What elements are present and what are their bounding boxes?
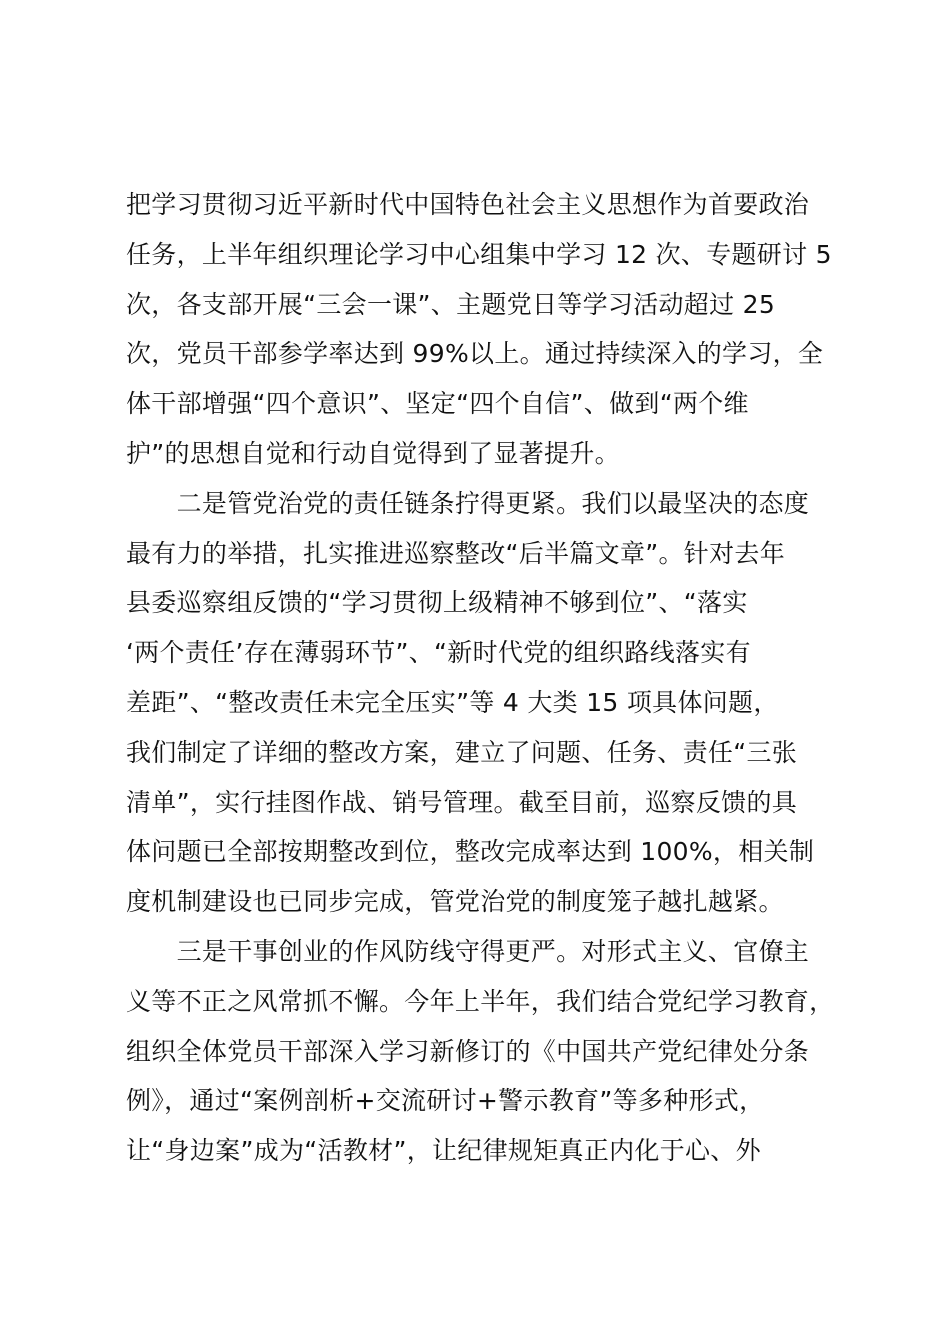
text-line: 义等不正之风常抓不懈。今年上半年，我们结合党纪学习教育， xyxy=(126,986,835,1016)
text-line: 度机制建设也已同步完成，管党治党的制度笼子越扎越紧。 xyxy=(126,887,784,917)
text-line: 让“身边案”成为“活教材”，让纪律规矩真正内化于心、外 xyxy=(126,1136,761,1166)
text-line: 最有力的举措，扎实推进巡察整改“后半篇文章”。针对去年 xyxy=(126,538,786,568)
text-line: 体问题已全部按期整改到位，整改完成率达到 100%，相关制 xyxy=(126,837,815,867)
text-line: 把学习贯彻习近平新时代中国特色社会主义思想作为首要政治 xyxy=(126,190,810,219)
text-line: 次，各支部开展“三会一课”、主题党日等学习活动超过 25 xyxy=(126,289,776,319)
text-line: 县委巡察组反馈的“学习贯彻上级精神不够到位”、“落实 xyxy=(126,588,748,618)
text-line: 差距”、“整改责任未完全压实”等 4 大类 15 项具体问题， xyxy=(126,687,779,717)
text-line: 例》，通过“案例剖析+交流研讨+警示教育”等多种形式， xyxy=(126,1086,765,1116)
paragraph-start-line: 二是管党治党的责任链条拧得更紧。我们以最坚决的态度 xyxy=(126,488,810,518)
paragraph-start-line: 三是干事创业的作风防线守得更严。对形式主义、官僚主 xyxy=(126,936,810,966)
text-line: ‘两个责任’存在薄弱环节”、“新时代党的组织路线落实有 xyxy=(126,638,751,668)
text-line: 次，党员干部参学率达到 99%以上。通过持续深入的学习，全 xyxy=(126,339,824,369)
text-line: 任务，上半年组织理论学习中心组集中学习 12 次、专题研讨 5 xyxy=(126,239,832,269)
text-line: 体干部增强“四个意识”、坚定“四个自信”、做到“两个维 xyxy=(126,389,749,419)
text-line: 我们制定了详细的整改方案，建立了问题、任务、责任“三张 xyxy=(126,737,798,767)
body-text xyxy=(126,180,836,1176)
text-line: 清单”，实行挂图作战、销号管理。截至目前，巡察反馈的具 xyxy=(126,787,798,817)
text-line: 护”的思想自觉和行动自觉得到了显著提升。 xyxy=(126,438,620,468)
text-line: 组织全体党员干部深入学习新修订的《中国共产党纪律处分条 xyxy=(126,1036,810,1066)
